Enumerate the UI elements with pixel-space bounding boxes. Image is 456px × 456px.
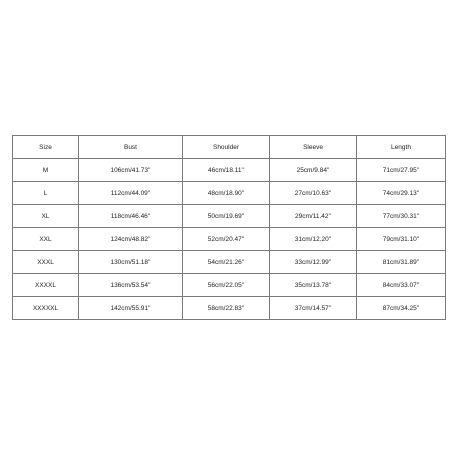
cell-shoulder: 54cm/21.26'' [183,251,270,274]
cell-length: 74cm/29.13'' [357,182,446,205]
cell-bust: 124cm/48.82'' [79,228,183,251]
cell-length: 81cm/31.89'' [357,251,446,274]
cell-length: 71cm/27.95'' [357,159,446,182]
cell-size: L [13,182,79,205]
cell-sleeve: 31cm/12.20'' [270,228,357,251]
cell-sleeve: 37cm/14.57'' [270,297,357,320]
cell-bust: 136cm/53.54'' [79,274,183,297]
header-size: Size [13,136,79,159]
cell-bust: 112cm/44.09'' [79,182,183,205]
size-chart-table [12,135,446,320]
cell-shoulder: 58cm/22.83'' [183,297,270,320]
cell-sleeve: 33cm/12.99'' [270,251,357,274]
table-row [13,274,446,297]
cell-sleeve: 29cm/11.42'' [270,205,357,228]
table-row [13,228,446,251]
table-row [13,159,446,182]
cell-size: XXXXL [13,274,79,297]
cell-bust: 130cm/51.18'' [79,251,183,274]
cell-shoulder: 48cm/18.90'' [183,182,270,205]
cell-length: 87cm/34.25'' [357,297,446,320]
table-row [13,251,446,274]
cell-bust: 142cm/55.91'' [79,297,183,320]
header-shoulder: Shoulder [183,136,270,159]
cell-shoulder: 52cm/20.47'' [183,228,270,251]
cell-bust: 118cm/46.46'' [79,205,183,228]
cell-length: 79cm/31.10'' [357,228,446,251]
table-row [13,182,446,205]
cell-length: 77cm/30.31'' [357,205,446,228]
header-length: Length [357,136,446,159]
cell-shoulder: 46cm/18.11'' [183,159,270,182]
cell-shoulder: 56cm/22.05'' [183,274,270,297]
cell-size: XL [13,205,79,228]
header-row [13,136,446,159]
header-sleeve: Sleeve [270,136,357,159]
cell-sleeve: 35cm/13.78'' [270,274,357,297]
cell-sleeve: 27cm/10.63'' [270,182,357,205]
cell-length: 84cm/33.07'' [357,274,446,297]
header-bust: Bust [79,136,183,159]
cell-size: XXL [13,228,79,251]
table-row [13,297,446,320]
cell-size: XXXXXL [13,297,79,320]
cell-size: M [13,159,79,182]
cell-sleeve: 25cm/9.84'' [270,159,357,182]
cell-bust: 106cm/41.73'' [79,159,183,182]
table-row [13,205,446,228]
cell-size: XXXL [13,251,79,274]
cell-shoulder: 50cm/19.69'' [183,205,270,228]
